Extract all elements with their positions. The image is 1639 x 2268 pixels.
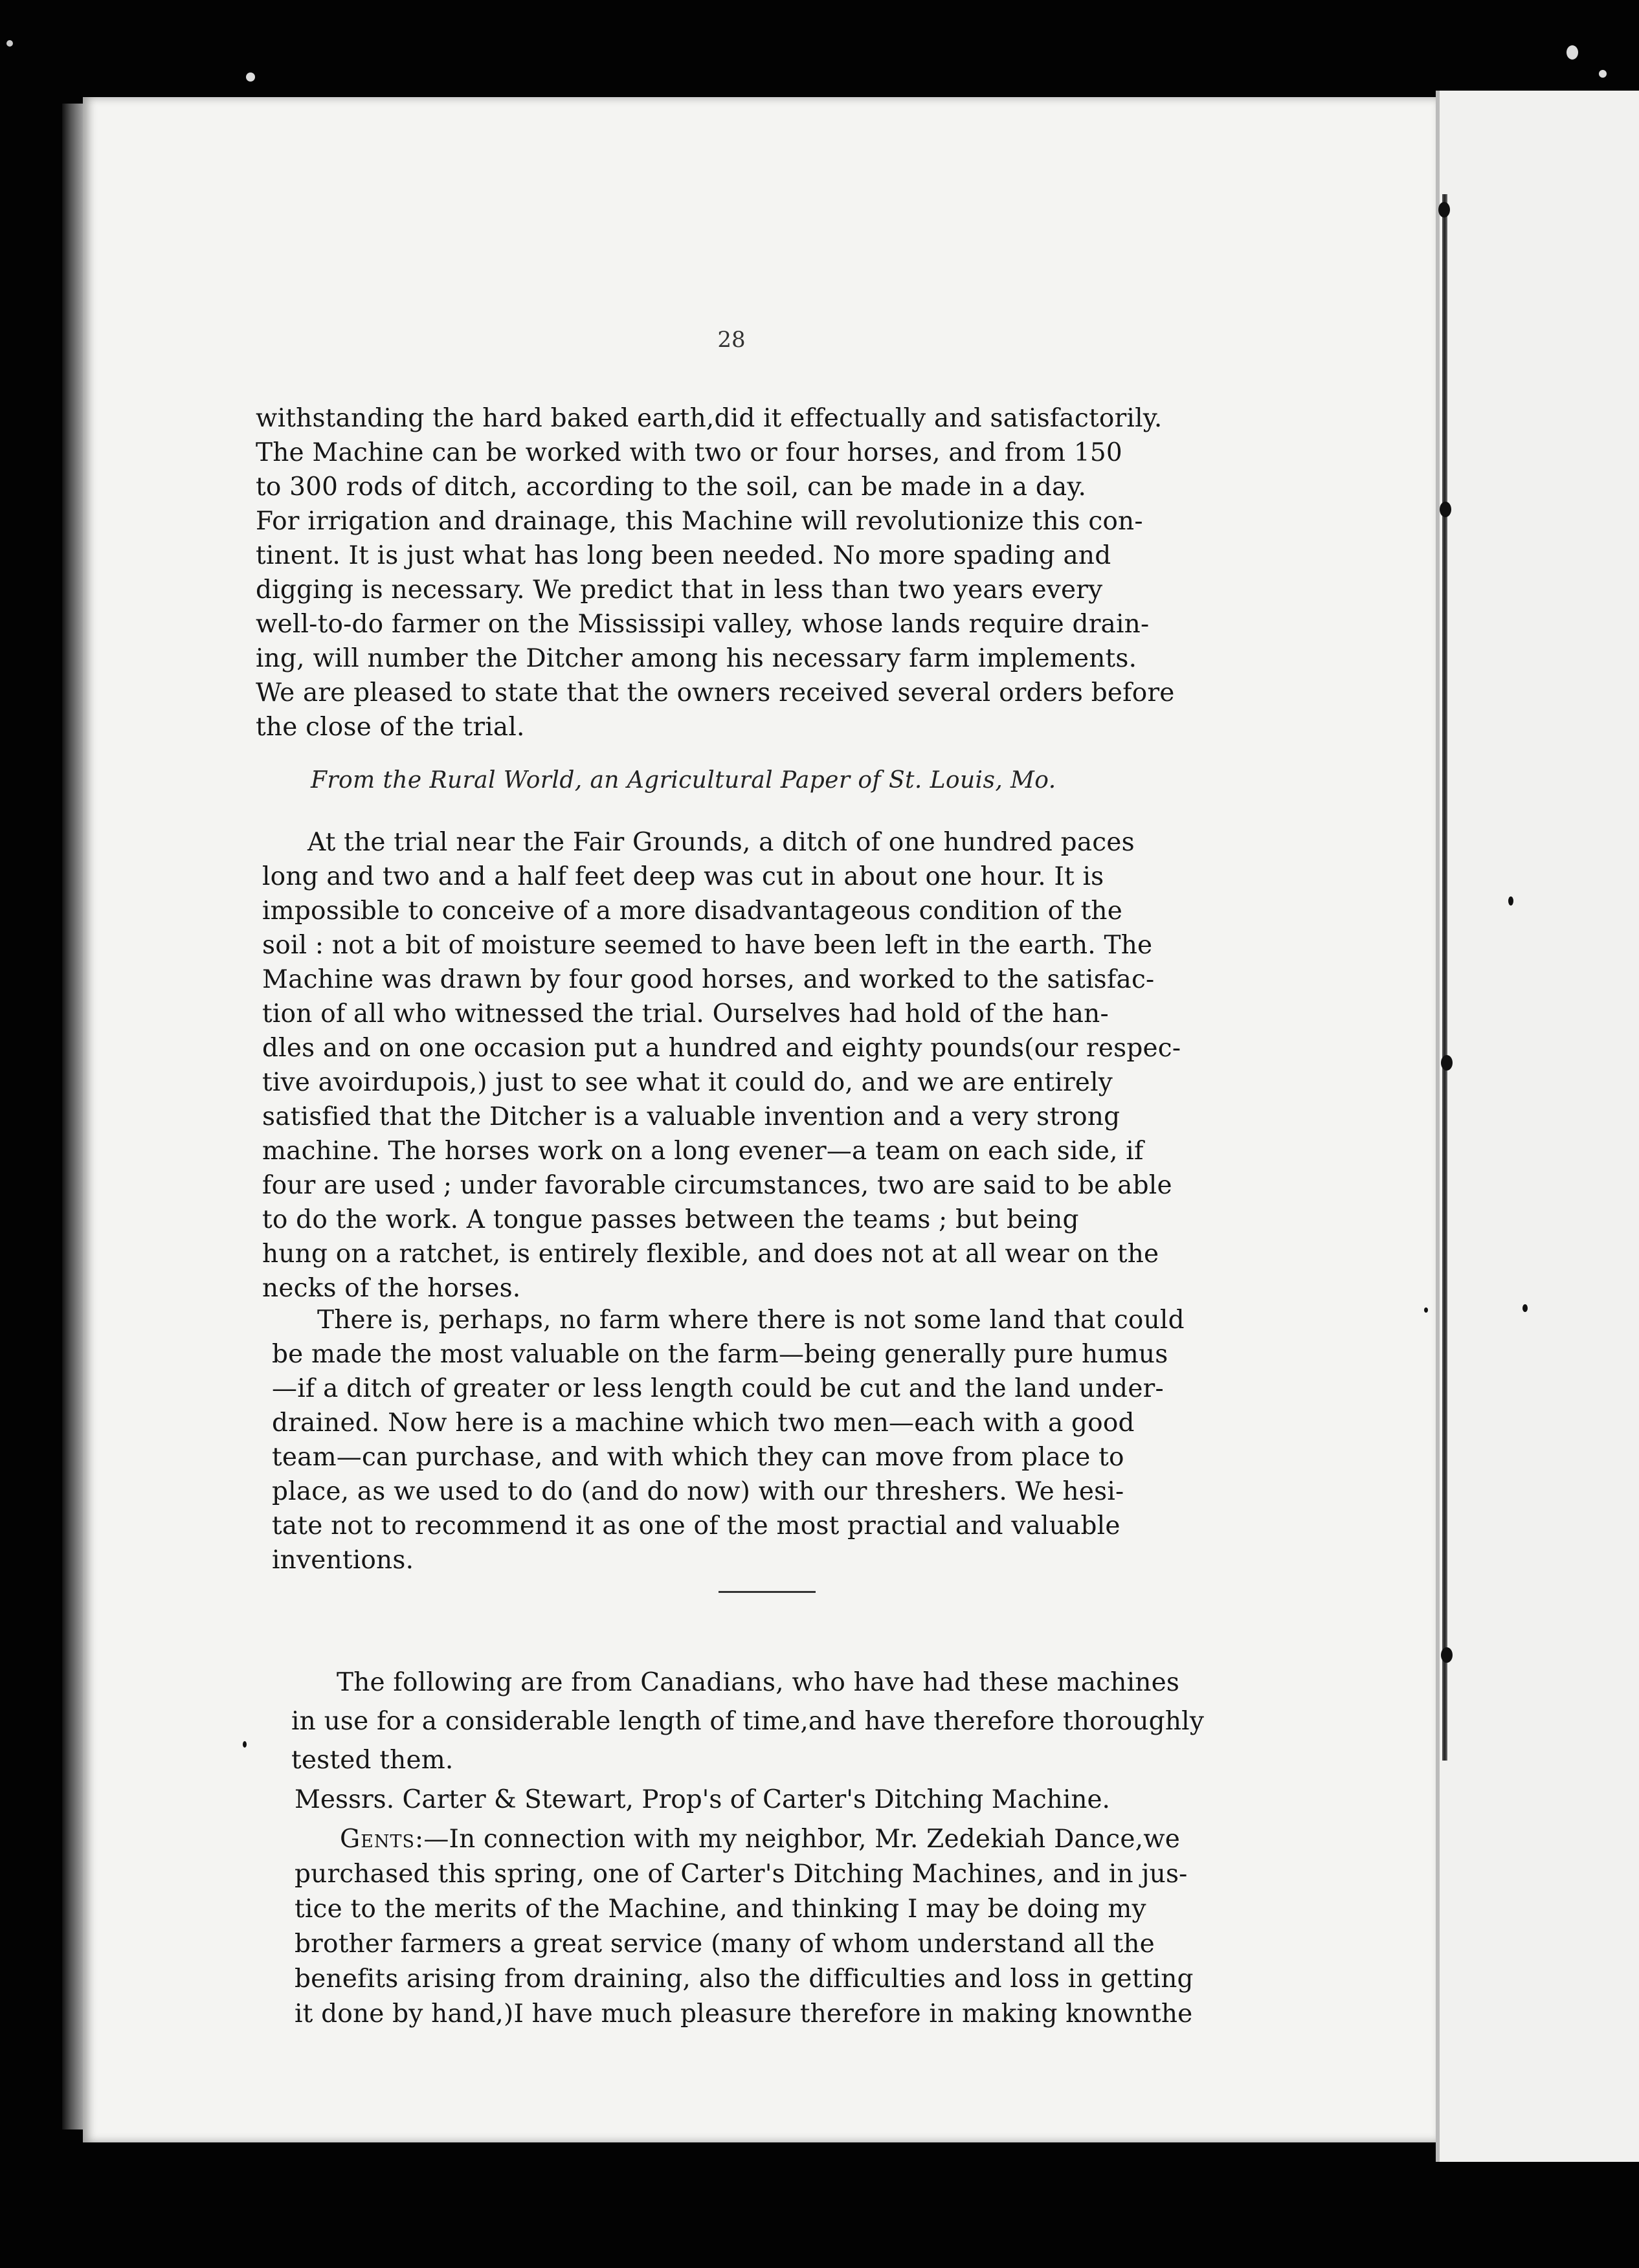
text-line: place, as we used to do (and do now) with our threshers. We hesi-: [272, 1477, 1124, 1506]
rural-world-paragraph-2: [272, 1303, 1256, 1577]
page-speck: [1424, 1307, 1428, 1313]
text-line: long and two and a half feet deep was cut in about one hour. It is: [262, 862, 1104, 891]
text-line: satisfied that the Ditcher is a valuable invention and a very strong: [262, 1102, 1121, 1131]
text-line: well-to-do farmer on the Mississipi valley, whose lands require drain-: [256, 610, 1150, 639]
text-line: tive avoirdupois,) just to see what it could do, and we are entirely: [262, 1068, 1113, 1097]
canadians-intro: [291, 1663, 1275, 1780]
text-line: —if a ditch of greater or less length could be cut and the land under-: [272, 1374, 1164, 1403]
facing-page: [1436, 91, 1639, 2162]
text-line: soil : not a bit of moisture seemed to have been left in the earth. The: [262, 931, 1153, 960]
text-line: dles and on one occasion put a hundred and eighty pounds(our respec-: [262, 1034, 1181, 1063]
text-line: brother farmers a great service (many of whom understand all the: [295, 1929, 1155, 1959]
text-line: the close of the trial.: [256, 713, 525, 742]
text-line: purchased this spring, one of Carter's Ditching Machines, and in jus-: [295, 1860, 1188, 1889]
page-speck: [243, 1741, 247, 1748]
text-line: hung on a ratchet, is entirely flexible, and does not at all wear on the: [262, 1240, 1159, 1269]
spine-mark: [1441, 1647, 1453, 1663]
opening-paragraph: [256, 401, 1240, 744]
text-line: ing, will number the Ditcher among his necessary farm implements.: [256, 644, 1137, 673]
page-spine: [1442, 194, 1447, 1761]
text-line: inventions.: [272, 1546, 414, 1575]
text-line: drained. Now here is a machine which two men—each with a good: [272, 1408, 1135, 1438]
text-line: be made the most valuable on the farm—being generally pure humus: [272, 1340, 1168, 1369]
rural-world-paragraph-1: [262, 825, 1246, 1306]
source-heading: From the Rural World, an Agricultural Paper of St. Louis, Mo.: [311, 767, 1056, 794]
text-line: impossible to conceive of a more disadvantageous condition of the: [262, 896, 1123, 926]
text-line: machine. The horses work on a long evener—a team on each side, if: [262, 1137, 1144, 1166]
text-line: tinent. It is just what has long been needed. No more spading and: [256, 541, 1111, 570]
text-line: in use for a considerable length of time,and have therefore thoroughly: [291, 1707, 1205, 1736]
text-line: We are pleased to state that the owners received several orders before: [256, 678, 1175, 707]
page-edge-shadow: [62, 104, 84, 2129]
dust-speck: [6, 40, 13, 47]
spine-mark: [1438, 202, 1450, 217]
text-line: to do the work. A tongue passes between the teams ; but being: [262, 1205, 1079, 1234]
text-line: tion of all who witnessed the trial. Ourselves had hold of the han-: [262, 999, 1109, 1028]
text-line: At the trial near the Fair Grounds, a ditch of one hundred paces: [307, 828, 1135, 857]
text-line: There is, perhaps, no farm where there is not some land that could: [317, 1306, 1185, 1335]
text-line: digging is necessary. We predict that in less than two years every: [256, 575, 1103, 605]
text-line: tate not to recommend it as one of the most practial and valuable: [272, 1511, 1121, 1540]
text-line: team—can purchase, and with which they can move from place to: [272, 1443, 1124, 1472]
page-speck: [1508, 896, 1513, 906]
text-line: [295, 1822, 1278, 1857]
text-line: tested them.: [291, 1746, 454, 1775]
spine-mark: [1441, 1055, 1453, 1071]
text-line: to 300 rods of ditch, according to the soil, can be made in a day.: [256, 472, 1087, 502]
text-fragment: :—In connection with my neighbor, Mr. Zedekiah Dance,we: [415, 1825, 1181, 1854]
text-line: four are used ; under favorable circumstances, two are said to be able: [262, 1171, 1172, 1200]
text-line: tice to the merits of the Machine, and thinking I may be doing my: [295, 1895, 1146, 1924]
text-line: The Machine can be worked with two or four horses, and from 150: [256, 438, 1122, 467]
page-number: 28: [717, 327, 746, 353]
text-line: it done by hand,)I have much pleasure therefore in making knownthe: [295, 1999, 1193, 2029]
text-line: necks of the horses.: [262, 1274, 521, 1303]
section-divider: [719, 1591, 816, 1593]
dust-speck: [1567, 45, 1578, 60]
letter-salutation: Gents: [340, 1825, 415, 1854]
text-line: withstanding the hard baked earth,did it effectually and satisfactorily.: [256, 404, 1163, 433]
letter-addressee: Messrs. Carter & Stewart, Prop's of Carter's Ditching Machine.: [295, 1785, 1110, 1814]
text-line: Machine was drawn by four good horses, and worked to the satisfac-: [262, 965, 1155, 994]
text-line: For irrigation and drainage, this Machine will revolutionize this con-: [256, 507, 1143, 536]
text-line: The following are from Canadians, who have had these machines: [337, 1668, 1180, 1697]
text-line: benefits arising from draining, also the difficulties and loss in getting: [295, 1964, 1194, 1994]
page-speck: [1522, 1304, 1528, 1312]
dust-speck: [246, 72, 255, 82]
dust-speck: [1599, 70, 1607, 78]
letter-body: [295, 1822, 1278, 2032]
spine-mark: [1440, 502, 1451, 517]
